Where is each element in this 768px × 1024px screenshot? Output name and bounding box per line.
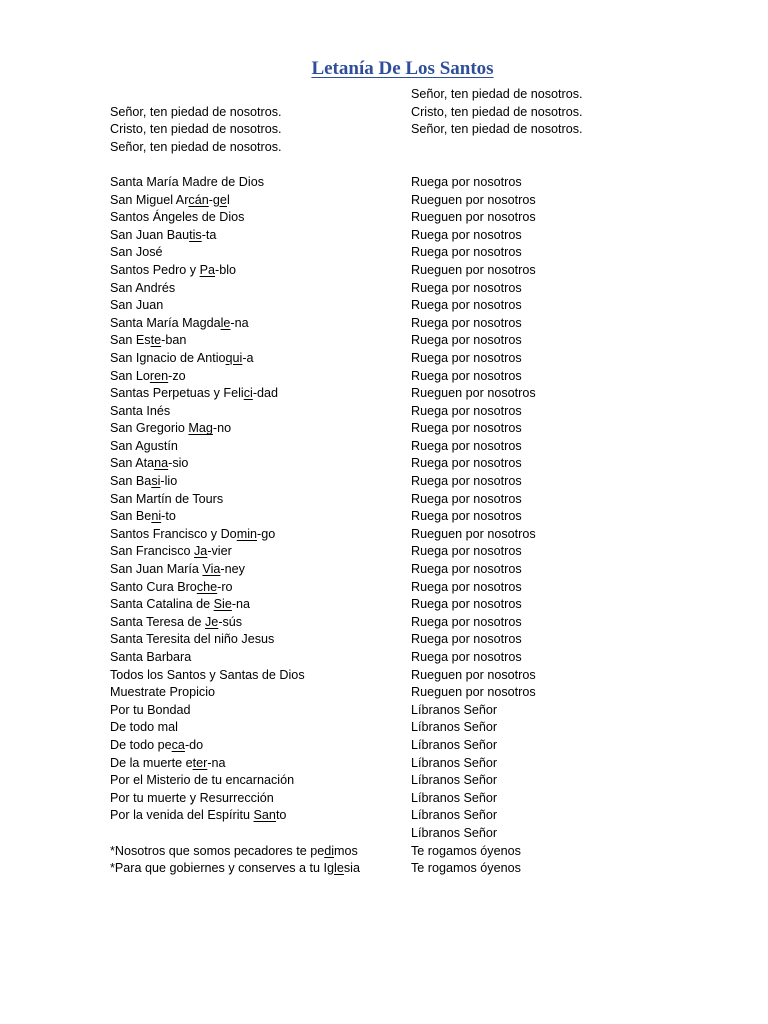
invocation-line: Por la venida del Espíritu Santo	[110, 808, 287, 823]
stressed-syllable: cán	[188, 192, 209, 207]
stressed-syllable: le	[220, 315, 231, 330]
response-line: Líbranos Señor	[411, 720, 498, 735]
stressed-syllable: Pa	[199, 262, 216, 277]
stressed-syllable: te	[150, 333, 162, 348]
response-line: Líbranos Señor	[411, 825, 498, 840]
invocation-line: San Andrés	[110, 280, 176, 295]
response-line: Ruega por nosotros	[411, 280, 522, 295]
stressed-syllable: ter	[192, 755, 208, 770]
invocation-line: San Juan	[110, 298, 164, 313]
invocation-line: De la muerte eter-na	[110, 755, 226, 770]
response-line: Rueguen por nosotros	[411, 667, 536, 682]
invocation-line: De todo peca-do	[110, 737, 204, 752]
invocation-line: San Loren-zo	[110, 368, 186, 383]
response-line: Señor, ten piedad de nosotros.	[411, 122, 583, 137]
invocation-line: San Basi-lio	[110, 474, 178, 489]
stressed-syllable: che	[196, 579, 218, 594]
invocation-line: San Ignacio de Antioqui-a	[110, 350, 254, 365]
invocation-line: Por tu Bondad	[110, 702, 191, 717]
response-line: Ruega por nosotros	[411, 474, 522, 489]
invocation-line: Santos Ángeles de Dios	[110, 210, 245, 225]
stressed-syllable: San	[253, 808, 276, 823]
stressed-syllable: Via	[202, 562, 221, 577]
stressed-syllable: si	[151, 474, 161, 489]
invocation-line: Santa Barbara	[110, 650, 192, 664]
document-title: Letanía De Los Santos	[311, 58, 494, 79]
response-line: Rueguen por nosotros	[411, 685, 536, 700]
stressed-syllable: ren	[149, 368, 169, 383]
response-line: Ruega por nosotros	[411, 509, 522, 524]
stressed-syllable: ni	[151, 509, 162, 524]
stressed-syllable: ge	[212, 192, 227, 207]
stressed-syllable: ci	[243, 386, 253, 401]
invocation-line: Cristo, ten piedad de nosotros.	[110, 122, 282, 137]
response-line: Ruega por nosotros	[411, 650, 522, 664]
response-line: Rueguen por nosotros	[411, 386, 536, 401]
invocation-line: Santa Teresa de Je-sús	[110, 614, 243, 629]
response-line: Ruega por nosotros	[411, 245, 522, 260]
response-line: Ruega por nosotros	[411, 438, 522, 453]
response-line: Ruega por nosotros	[411, 456, 522, 471]
response-line: Líbranos Señor	[411, 737, 498, 752]
invocation-line: San Juan María Via-ney	[110, 562, 245, 577]
stressed-syllable: na	[154, 456, 169, 471]
stressed-syllable: le	[334, 861, 344, 876]
response-line: Líbranos Señor	[411, 702, 498, 717]
invocation-line: Por el Misterio de tu encarnación	[110, 773, 295, 788]
invocation-line: *Nosotros que somos pecadores te pedimos	[110, 843, 358, 858]
invocations-column	[110, 86, 360, 878]
invocation-line: Señor, ten piedad de nosotros.	[110, 139, 282, 154]
response-line: Te rogamos óyenos	[411, 861, 521, 876]
response-line: Ruega por nosotros	[411, 597, 522, 612]
response-line: Ruega por nosotros	[411, 174, 522, 189]
stressed-syllable: tis	[189, 227, 202, 242]
invocation-line: San Beni-to	[110, 509, 176, 524]
invocation-line: Santa María Magdale-na	[110, 315, 249, 330]
response-line: Rueguen por nosotros	[411, 262, 536, 277]
invocation-line: Santa Inés	[110, 403, 171, 418]
invocation-line: Muestrate Propicio	[110, 685, 215, 700]
response-line: Rueguen por nosotros	[411, 526, 536, 541]
invocation-line: San Agustín	[110, 438, 178, 453]
stressed-syllable: Je	[205, 614, 219, 629]
invocation-line: Señor, ten piedad de nosotros.	[110, 104, 282, 119]
response-line: Te rogamos óyenos	[411, 843, 521, 858]
response-line: Ruega por nosotros	[411, 227, 522, 242]
response-line: Ruega por nosotros	[411, 403, 522, 418]
invocation-line: Santa Teresita del niño Jesus	[110, 632, 275, 647]
response-line: Señor, ten piedad de nosotros.	[411, 87, 583, 101]
invocation-line: Santos Pedro y Pa-blo	[110, 262, 237, 277]
blank-line	[110, 825, 360, 843]
response-line: Rueguen por nosotros	[411, 192, 536, 207]
response-line: Ruega por nosotros	[411, 315, 522, 330]
invocation-line: De todo mal	[110, 720, 178, 735]
blank-line	[110, 86, 360, 104]
invocation-line: Todos los Santos y Santas de Dios	[110, 667, 305, 682]
response-line: Rueguen por nosotros	[411, 210, 536, 225]
blank-line	[411, 139, 583, 157]
blank-line	[110, 156, 360, 174]
response-line: Líbranos Señor	[411, 808, 498, 823]
response-line: Ruega por nosotros	[411, 298, 522, 313]
invocation-line: San Martín de Tours	[110, 491, 224, 506]
response-line: Cristo, ten piedad de nosotros.	[411, 104, 583, 119]
invocation-line: *Para que gobiernes y conserves a tu Iglesia	[110, 861, 360, 876]
stressed-syllable: min	[236, 526, 257, 541]
invocation-line: San Gregorio Mag-no	[110, 421, 232, 436]
invocation-line: Santa María Madre de Dios	[110, 174, 264, 189]
invocation-line: San Este-ban	[110, 333, 187, 348]
response-line: Ruega por nosotros	[411, 614, 522, 629]
invocation-line: Santas Perpetuas y Felici-dad	[110, 386, 279, 401]
stressed-syllable: Ja	[194, 544, 208, 559]
response-line: Ruega por nosotros	[411, 350, 522, 365]
stressed-syllable: Mag	[188, 421, 213, 436]
response-line: Ruega por nosotros	[411, 491, 522, 506]
invocation-line: San José	[110, 245, 163, 260]
invocation-line: San Juan Bautis-ta	[110, 227, 217, 242]
stressed-syllable: qui	[225, 350, 243, 365]
response-line: Ruega por nosotros	[411, 421, 522, 436]
invocation-line: San Atana-sio	[110, 456, 189, 471]
response-line: Líbranos Señor	[411, 773, 498, 788]
responses-column	[411, 86, 583, 878]
invocation-line: Santa Catalina de Sie-na	[110, 597, 251, 612]
response-line: Líbranos Señor	[411, 755, 498, 770]
invocation-line: Santos Francisco y Domin-go	[110, 526, 276, 541]
response-line: Líbranos Señor	[411, 790, 498, 805]
response-line: Ruega por nosotros	[411, 579, 522, 594]
response-line: Ruega por nosotros	[411, 368, 522, 383]
invocation-line: Santo Cura Broche-ro	[110, 579, 233, 594]
stressed-syllable: Sie	[213, 597, 232, 612]
stressed-syllable: di	[324, 843, 335, 858]
response-line: Ruega por nosotros	[411, 333, 522, 348]
blank-line	[411, 156, 583, 174]
invocation-line: San Miguel Arcán-gel	[110, 192, 230, 207]
stressed-syllable: ca	[171, 737, 185, 752]
invocation-line: San Francisco Ja-vier	[110, 544, 232, 559]
response-line: Ruega por nosotros	[411, 544, 522, 559]
response-line: Ruega por nosotros	[411, 632, 522, 647]
response-line: Ruega por nosotros	[411, 562, 522, 577]
invocation-line: Por tu muerte y Resurrección	[110, 790, 274, 805]
